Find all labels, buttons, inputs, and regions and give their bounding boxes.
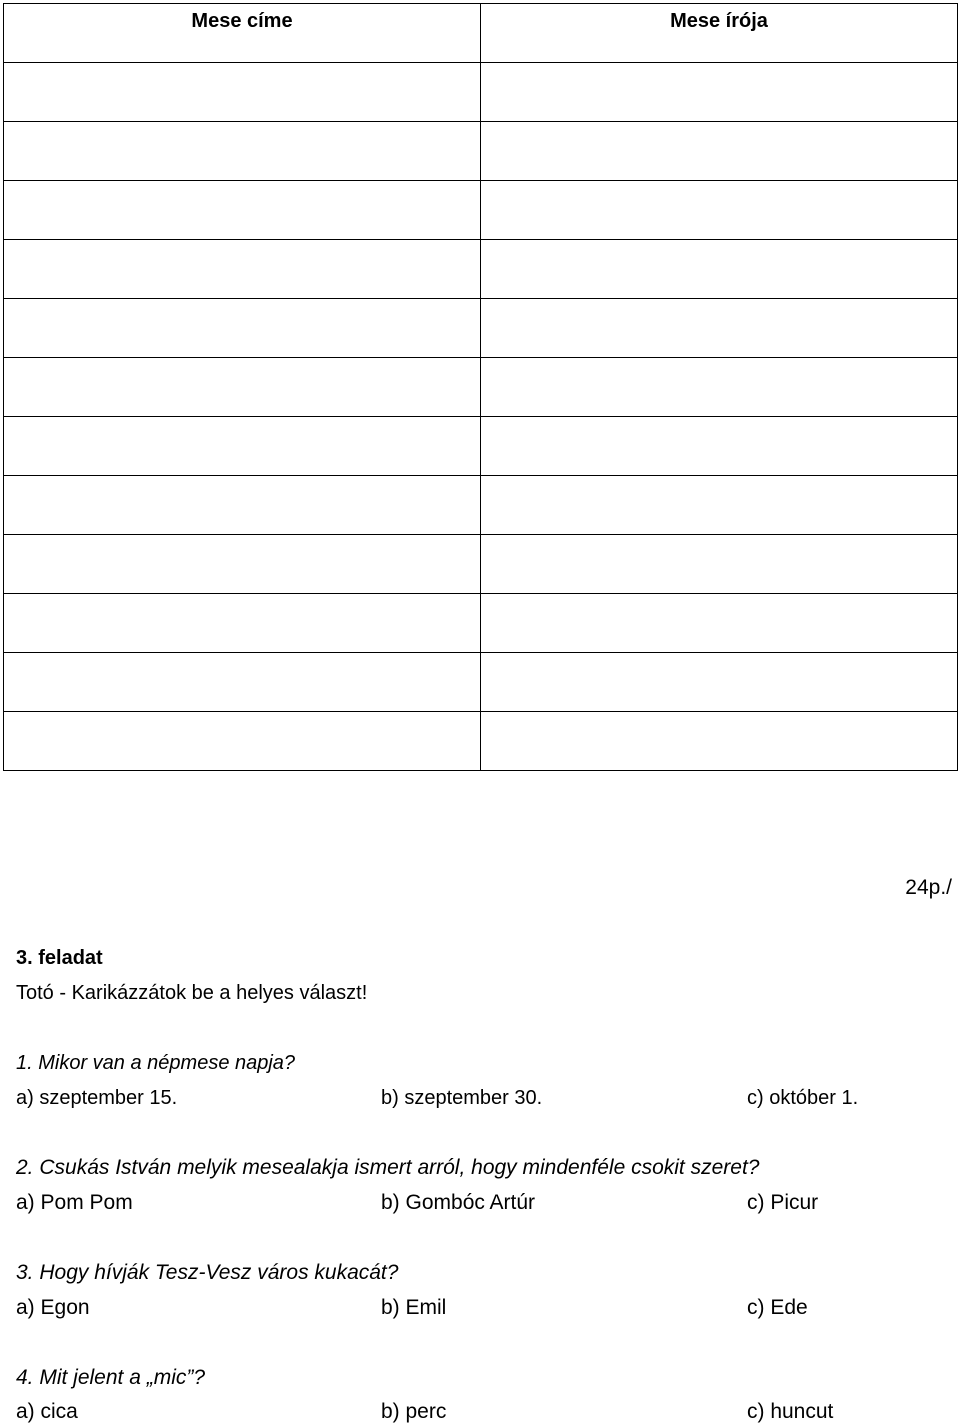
task-title: 3. feladat: [16, 947, 103, 969]
table-cell[interactable]: [4, 181, 481, 240]
question-4-option-b[interactable]: b) perc: [381, 1400, 447, 1423]
table-cell[interactable]: [481, 181, 958, 240]
table-row: [4, 712, 958, 771]
question-2: 2. Csukás István melyik mesealakja ismert arról, hogy mindenféle csokit szeret?: [16, 1156, 760, 1179]
table-cell[interactable]: [481, 535, 958, 594]
table-cell[interactable]: [4, 299, 481, 358]
table-cell[interactable]: [4, 240, 481, 299]
table-row: [4, 299, 958, 358]
table-row: [4, 594, 958, 653]
table-cell[interactable]: [481, 594, 958, 653]
header-tale-author: Mese írója: [481, 4, 958, 63]
question-3: 3. Hogy hívják Tesz-Vesz város kukacát?: [16, 1261, 399, 1284]
table-cell[interactable]: [481, 712, 958, 771]
table-header-row: [4, 4, 958, 63]
table-row: [4, 240, 958, 299]
table-row: [4, 63, 958, 122]
question-4-option-c[interactable]: c) huncut: [747, 1400, 834, 1423]
table-row: [4, 181, 958, 240]
table-cell[interactable]: [4, 712, 481, 771]
question-2-option-b[interactable]: b) Gombóc Artúr: [381, 1191, 536, 1214]
question-4-option-a[interactable]: a) cica: [16, 1400, 78, 1423]
answer-table: [3, 3, 958, 771]
header-tale-title: Mese címe: [4, 4, 481, 63]
question-1: 1. Mikor van a népmese napja?: [16, 1052, 296, 1074]
table-cell[interactable]: [481, 653, 958, 712]
question-4: 4. Mit jelent a „mic”?: [16, 1366, 206, 1389]
table-cell[interactable]: [4, 594, 481, 653]
table-cell[interactable]: [4, 63, 481, 122]
table-row: [4, 535, 958, 594]
question-2-option-c[interactable]: c) Picur: [747, 1191, 819, 1214]
table-row: [4, 358, 958, 417]
table-cell[interactable]: [481, 358, 958, 417]
table-row: [4, 122, 958, 181]
table-cell[interactable]: [4, 535, 481, 594]
question-1-option-a[interactable]: a) szeptember 15.: [16, 1087, 178, 1109]
score-label: 24p./: [905, 876, 952, 899]
table-cell[interactable]: [481, 417, 958, 476]
table-row: [4, 417, 958, 476]
question-3-option-b[interactable]: b) Emil: [381, 1296, 447, 1319]
table-cell[interactable]: [481, 299, 958, 358]
question-1-option-b[interactable]: b) szeptember 30.: [381, 1087, 543, 1109]
question-3-option-a[interactable]: a) Egon: [16, 1296, 90, 1319]
table-cell[interactable]: [4, 417, 481, 476]
table-cell[interactable]: [4, 358, 481, 417]
table-cell[interactable]: [481, 63, 958, 122]
table-cell[interactable]: [481, 476, 958, 535]
question-1-option-c[interactable]: c) október 1.: [747, 1087, 859, 1109]
table-cell[interactable]: [4, 122, 481, 181]
table-cell[interactable]: [481, 240, 958, 299]
table-cell[interactable]: [481, 122, 958, 181]
table-cell[interactable]: [4, 653, 481, 712]
table-cell[interactable]: [4, 476, 481, 535]
table-row: [4, 653, 958, 712]
question-3-option-c[interactable]: c) Ede: [747, 1296, 808, 1319]
task-instruction: Totó - Karikázzátok be a helyes választ!: [16, 982, 368, 1004]
table-row: [4, 476, 958, 535]
question-2-option-a[interactable]: a) Pom Pom: [16, 1191, 133, 1214]
